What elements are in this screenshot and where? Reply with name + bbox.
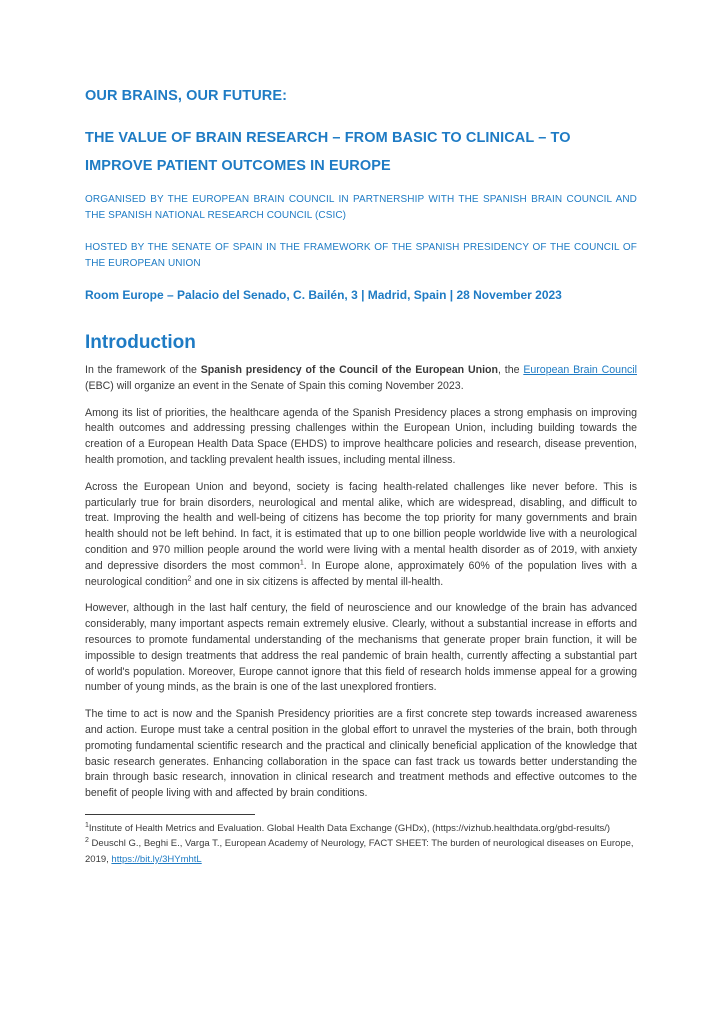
event-venue-date: Room Europe – Palacio del Senado, C. Bailén, 3 | Madrid, Spain | 28 November 2023: [85, 288, 562, 302]
intro-paragraph-5: The time to act is now and the Spanish Presidency priorities are a first concrete step towards increased awareness and action. Europe must take a central position in the global effort to unravel the mysteries of the brain, both through promoting fundamental scientific research and the practical and clinically beneficial application of the knowledge that basic research generates. Enhancing collaboration in the space can fast track us towards better understanding the brain through basic research, innovation in clinical research and treatment methods and effective outcomes to the benefit of people living with and affected by brain conditions.: [85, 708, 637, 800]
intro-paragraph-4: However, although in the last half century, the field of neuroscience and our knowledge of the brain has advanced considerably, many important aspects remain extremely elusive. Clearly, without a substantial increase in efforts and resources to promote fundamental understanding of the mechanisms that generate proper brain function, it will be impossible to design treatments that address the real pandemic of brain health, currently affecting a substantial part of world's population. Moreover, Europe cannot ignore that this field of research holds immense appeal for a growing number of young minds, as the brain is one of the last unexplored frontiers.: [85, 602, 637, 694]
footnote-2-marker: 2: [85, 837, 89, 845]
text-run: , the: [497, 364, 524, 376]
text-run: and one in six citizens is affected by mental ill-health.: [191, 575, 444, 588]
footnotes-section: [85, 814, 637, 868]
footnote-2-url-link[interactable]: https://bit.ly/3HYmhtL: [111, 853, 202, 865]
document-title-line1: OUR BRAINS, OUR FUTURE:: [85, 88, 288, 104]
footnote-ref-2: 2: [187, 575, 192, 583]
footnote-2: [85, 836, 637, 867]
footnote-separator: [85, 814, 255, 815]
document-title-line2: THE VALUE OF BRAIN RESEARCH – FROM BASIC TO CLINICAL – TO IMPROVE PATIENT OUTCOMES IN EUROPE: [85, 130, 571, 174]
intro-paragraph-2: Among its list of priorities, the healthcare agenda of the Spanish Presidency places a strong emphasis on improving health outcomes and addressing pressing challenges within the European Union, including building towards the creation of a European Health Data Space (EHDS) to improve healthcare policies and research, disease prevention, health promotion, and tackling prevalent health issues, including mental illness.: [85, 406, 637, 466]
footnote-1: [85, 821, 637, 837]
footnote-1-marker: 1: [85, 821, 89, 829]
intro-paragraph-1: [85, 363, 637, 395]
text-run: Across the European Union and beyond, society is facing health-related challenges like never before. This is particularly true for brain disorders, neurological and mental alike, which are widespread, disabling, and difficult to treat. Improving the health and well-being of citizens has become the top priority for many governments and brain health should not be left behind. In fact, it is estimated that up to one billion people worldwide live with a neurological condition and 970 million people around the world were living with a mental health disorder as of 2019, with anxiety and depressive disorders the most common: [85, 480, 637, 572]
text-run: Institute of Health Metrics and Evaluation. Global Health Data Exchange (GHDx), (https://vizhub.healthdata.org/gbd-results/): [88, 822, 611, 834]
text-run: (EBC) will organize an event in the Senate of Spain this coming November 2023.: [85, 379, 464, 392]
text-run: Deuschl G., Beghi E., Varga T., European Academy of Neurology, FACT SHEET: The burden of neurological diseases on Europe, 2019,: [85, 838, 634, 865]
bold-run: Spanish presidency of the Council of the European Union: [200, 364, 498, 376]
text-run: . In Europe alone, approximately 60% of the population lives with a neurological condition: [85, 559, 637, 588]
footnote-ref-1: 1: [299, 559, 304, 567]
section-heading-introduction: Introduction: [85, 332, 196, 353]
organiser-line: ORGANISED BY THE EUROPEAN BRAIN COUNCIL IN PARTNERSHIP WITH THE SPANISH BRAIN COUNCIL AND THE SPANISH NATIONAL RESEARCH COUNCIL (CSIC): [85, 194, 637, 221]
text-run: In the framework of the: [85, 364, 201, 376]
european-brain-council-link[interactable]: European Brain Council: [523, 364, 637, 376]
host-line: HOSTED BY THE SENATE OF SPAIN IN THE FRAMEWORK OF THE SPANISH PRESIDENCY OF THE COUNCIL OF THE EUROPEAN UNION: [85, 242, 637, 269]
intro-paragraph-3: [85, 480, 637, 591]
